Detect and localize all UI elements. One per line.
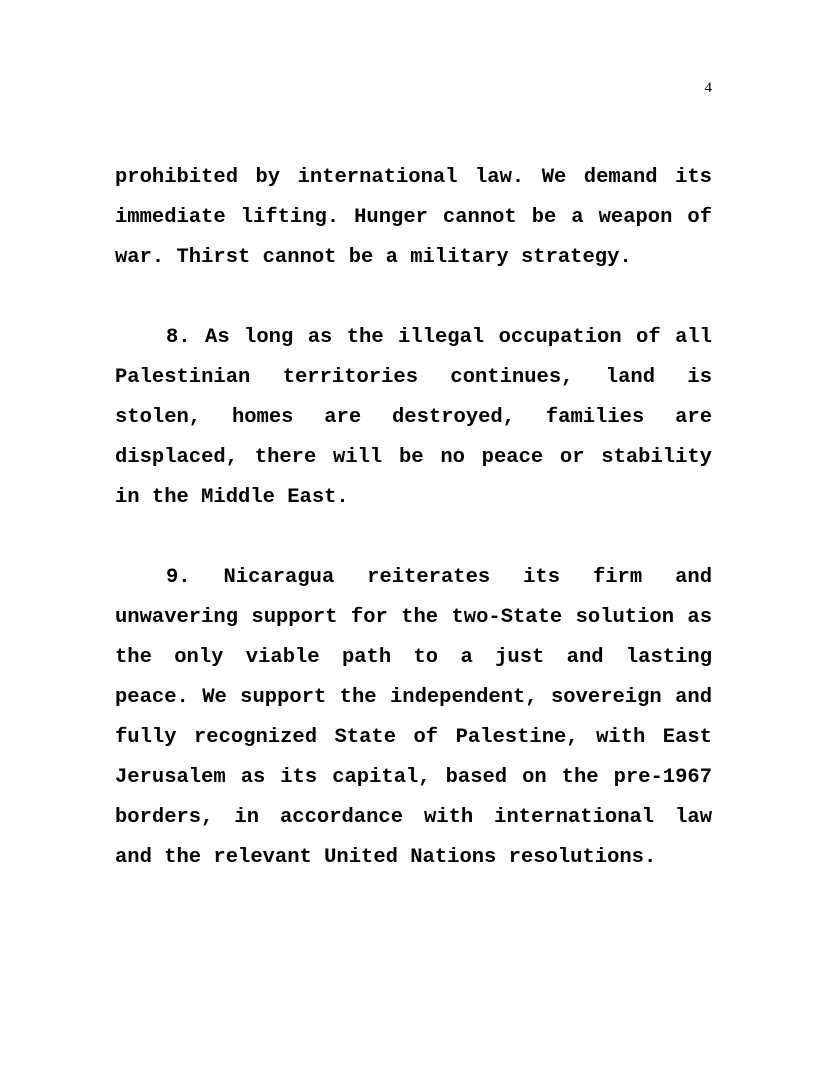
page-number: 4 [704,80,712,96]
paragraph-9: 9. Nicaragua reiterates its firm and unwavering support for the two-State solution as the only viable path to a just and lasting peace. We support the independent, sovereign and fully recognized State of Palestine, with East Jerusalem as its capital, based on the pre-1967 borders, in accordance with international law and the relevant United Nations resolutions. [115,566,712,869]
paragraph-continuation: prohibited by international law. We demand its immediate lifting. Hunger cannot be a weapon of war. Thirst cannot be a military strategy. [115,166,712,269]
paragraph-8: 8. As long as the illegal occupation of all Palestinian territories continues, land is stolen, homes are destroyed, families are displaced, there will be no peace or stability in the Middle East. [115,326,712,509]
document-body [115,158,712,918]
